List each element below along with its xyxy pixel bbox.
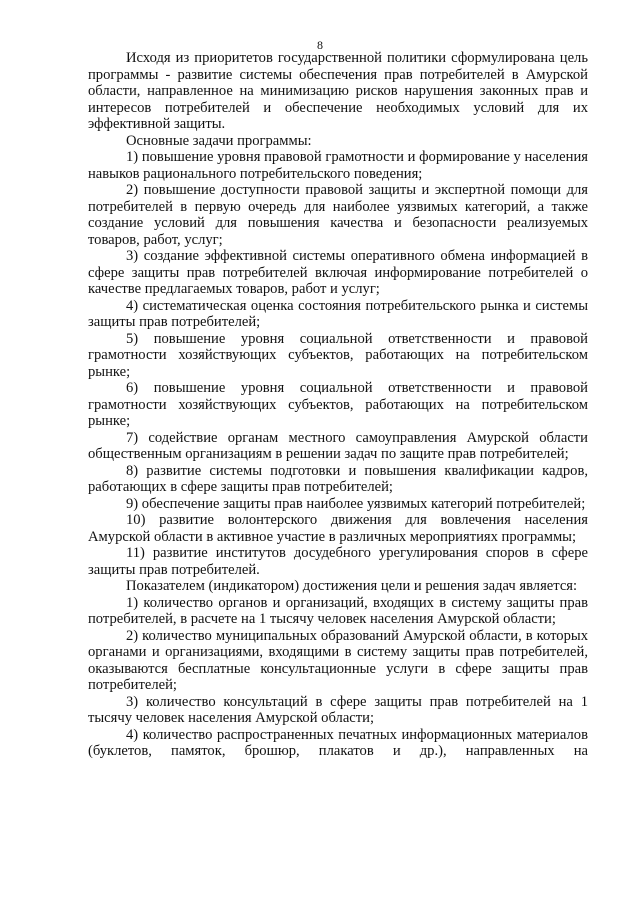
paragraph-indicator-4: 4) количество распространенных печатных информационных материалов (буклетов, памяток, брошюр, плакатов и др.), направленных на [88,726,588,759]
paragraph-task-2: 2) повышение доступности правовой защиты и экспертной помощи для потребителей в первую очередь для наиболее уязвимых категорий, а также создание условий для повышения качества и безопасности реализуемых товаров, работ, услуг; [88,182,588,248]
paragraph-indicator-2: 2) количество муниципальных образований Амурской области, в которых органами и организациями, входящими в систему защиты прав потребителей, оказываются бесплатные консультационные услуги в сфере защиты прав потребителей; [88,627,588,693]
paragraph-task-7: 7) содействие органам местного самоуправления Амурской области общественным организациям в решении задач по защите прав потребителей; [88,429,588,462]
paragraph-task-10: 10) развитие волонтерского движения для вовлечения населения Амурской области в активное участие в различных мероприятиях программы; [88,512,588,545]
paragraph-indicators-heading: Показателем (индикатором) достижения цели и решения задач является: [126,578,578,594]
paragraph-goal: Исходя из приоритетов государственной политики сформулирована цель программы - развитие системы обеспечения прав потребителей в Амурской области, направленное на минимизацию рисков нарушения законных прав и интересов потребителей и обеспечение необходимых условий для их эффективной защиты. [88,50,588,132]
paragraph-task-6: 6) повышение уровня социальной ответственности и правовой грамотности хозяйствующих субъектов, работающих на потребительском рынке; [88,380,588,429]
document-body [88,50,588,760]
paragraph-indicator-3: 3) количество консультаций в сфере защиты прав потребителей на 1 тысячу человек населения Амурской области; [88,693,588,726]
paragraph-task-3: 3) создание эффективной системы оперативного обмена информацией в сфере защиты прав потребителей включая информирование потребителей о качестве предлагаемых товаров, работ и услуг; [88,248,588,297]
paragraph-tasks-heading: Основные задачи программы: [126,132,312,149]
paragraph-task-5: 5) повышение уровня социальной ответственности и правовой грамотности хозяйствующих субъектов, работающих на потребительском рынке; [88,330,588,380]
paragraph-task-11: 11) развитие институтов досудебного урегулирования споров в сфере защиты прав потребителей. [88,545,588,578]
paragraph-task-8: 8) развитие системы подготовки и повышения квалификации кадров, работающих в сфере защиты прав потребителей; [88,462,588,495]
paragraph-task-4: 4) систематическая оценка состояния потребительского рынка и системы защиты прав потребителей; [88,297,588,330]
paragraph-task-1: 1) повышение уровня правовой грамотности и формирование у населения навыков рационального потребительского поведения; [88,149,588,182]
paragraph-indicator-1: 1) количество органов и организаций, входящих в систему защиты прав потребителей, в расчете на 1 тысячу человек населения Амурской области; [88,594,588,627]
paragraph-task-9: 9) обеспечение защиты прав наиболее уязвимых категорий потребителей; [126,495,586,512]
page-number: 8 [317,38,323,52]
